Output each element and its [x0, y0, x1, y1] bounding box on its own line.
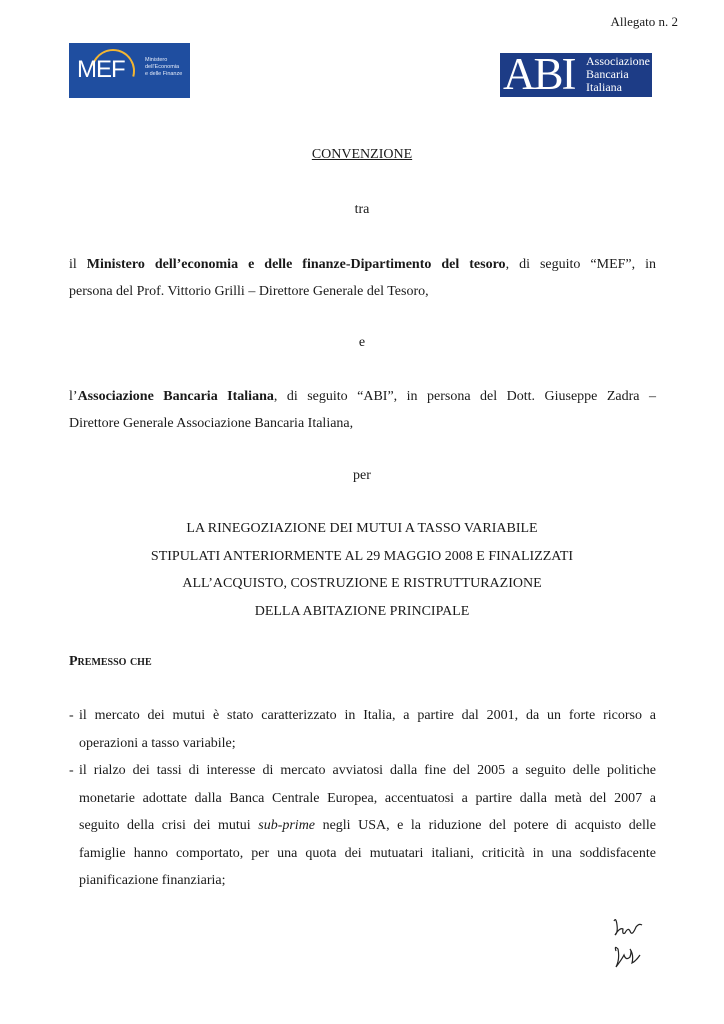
document-title: CONVENZIONE [311, 147, 413, 162]
subject-heading: LA RINEGOZIAZIONE DEI MUTUI A TASSO VARIABILE STIPULATI ANTERIORMENTE AL 29 MAGGIO 2008 E FINALIZZATI ALL’ACQUISTO, COSTRUZIONE E RISTRUTTURAZIONE DELLA ABITAZIONE PRINCIPALE [150, 521, 574, 619]
mef-logo [69, 43, 190, 98]
list-item: - il mercato dei mutui è stato caratterizzato in Italia, a partire dal 2001, da un forte ricorso a operazioni a tasso variabile; [69, 708, 656, 751]
party-mef-name: Ministero dell’economia e delle finanze-Dipartimento del tesoro [86, 257, 506, 272]
party-mef: il Ministero dell’economia e delle finanze-Dipartimento del tesoro, di seguito “MEF”, in persona del Prof. Vittorio Grilli – Direttore Generale del Tesoro, [69, 257, 657, 299]
abi-logo-subtitle: Associazione Bancaria Italiana [586, 54, 650, 94]
abi-logo [500, 53, 652, 97]
attachment-label: Allegato n. 2 [610, 14, 678, 29]
mef-logo-text: MEF [77, 56, 125, 83]
party-abi: l’Associazione Bancaria Italiana, di seguito “ABI”, in persona del Dott. Giuseppe Zadra – Direttore Generale Associazione Bancaria Italiana, [69, 389, 656, 431]
e-word: e [358, 335, 366, 350]
per-word: per [353, 468, 371, 483]
italic-term: sub-prime [258, 818, 316, 833]
handwritten-initials [606, 915, 656, 977]
tra-word: tra [354, 202, 370, 217]
premises-list [69, 702, 656, 895]
party-abi-name: Associazione Bancaria Italiana [77, 389, 274, 404]
mef-logo-subtitle: Ministero dell'Economia e delle Finanze [145, 57, 183, 77]
premesso-heading: Premesso che [69, 654, 152, 669]
list-item: - il rialzo dei tassi di interesse di mercato avviatosi dalla fine del 2005 a seguito delle politiche monetarie adottate dalla Banca Centrale Europea, accentuatosi a partire dalla metà del 2007 a seguito della crisi dei mutui sub-prime negli USA, e la riduzione del potere di acquisto delle famiglie hanno comportato, per una quota dei mutuatari italiani, criticità in una soddisfacente pianificazione finanziaria; [69, 763, 656, 888]
abi-logo-text: ABI [503, 53, 575, 97]
